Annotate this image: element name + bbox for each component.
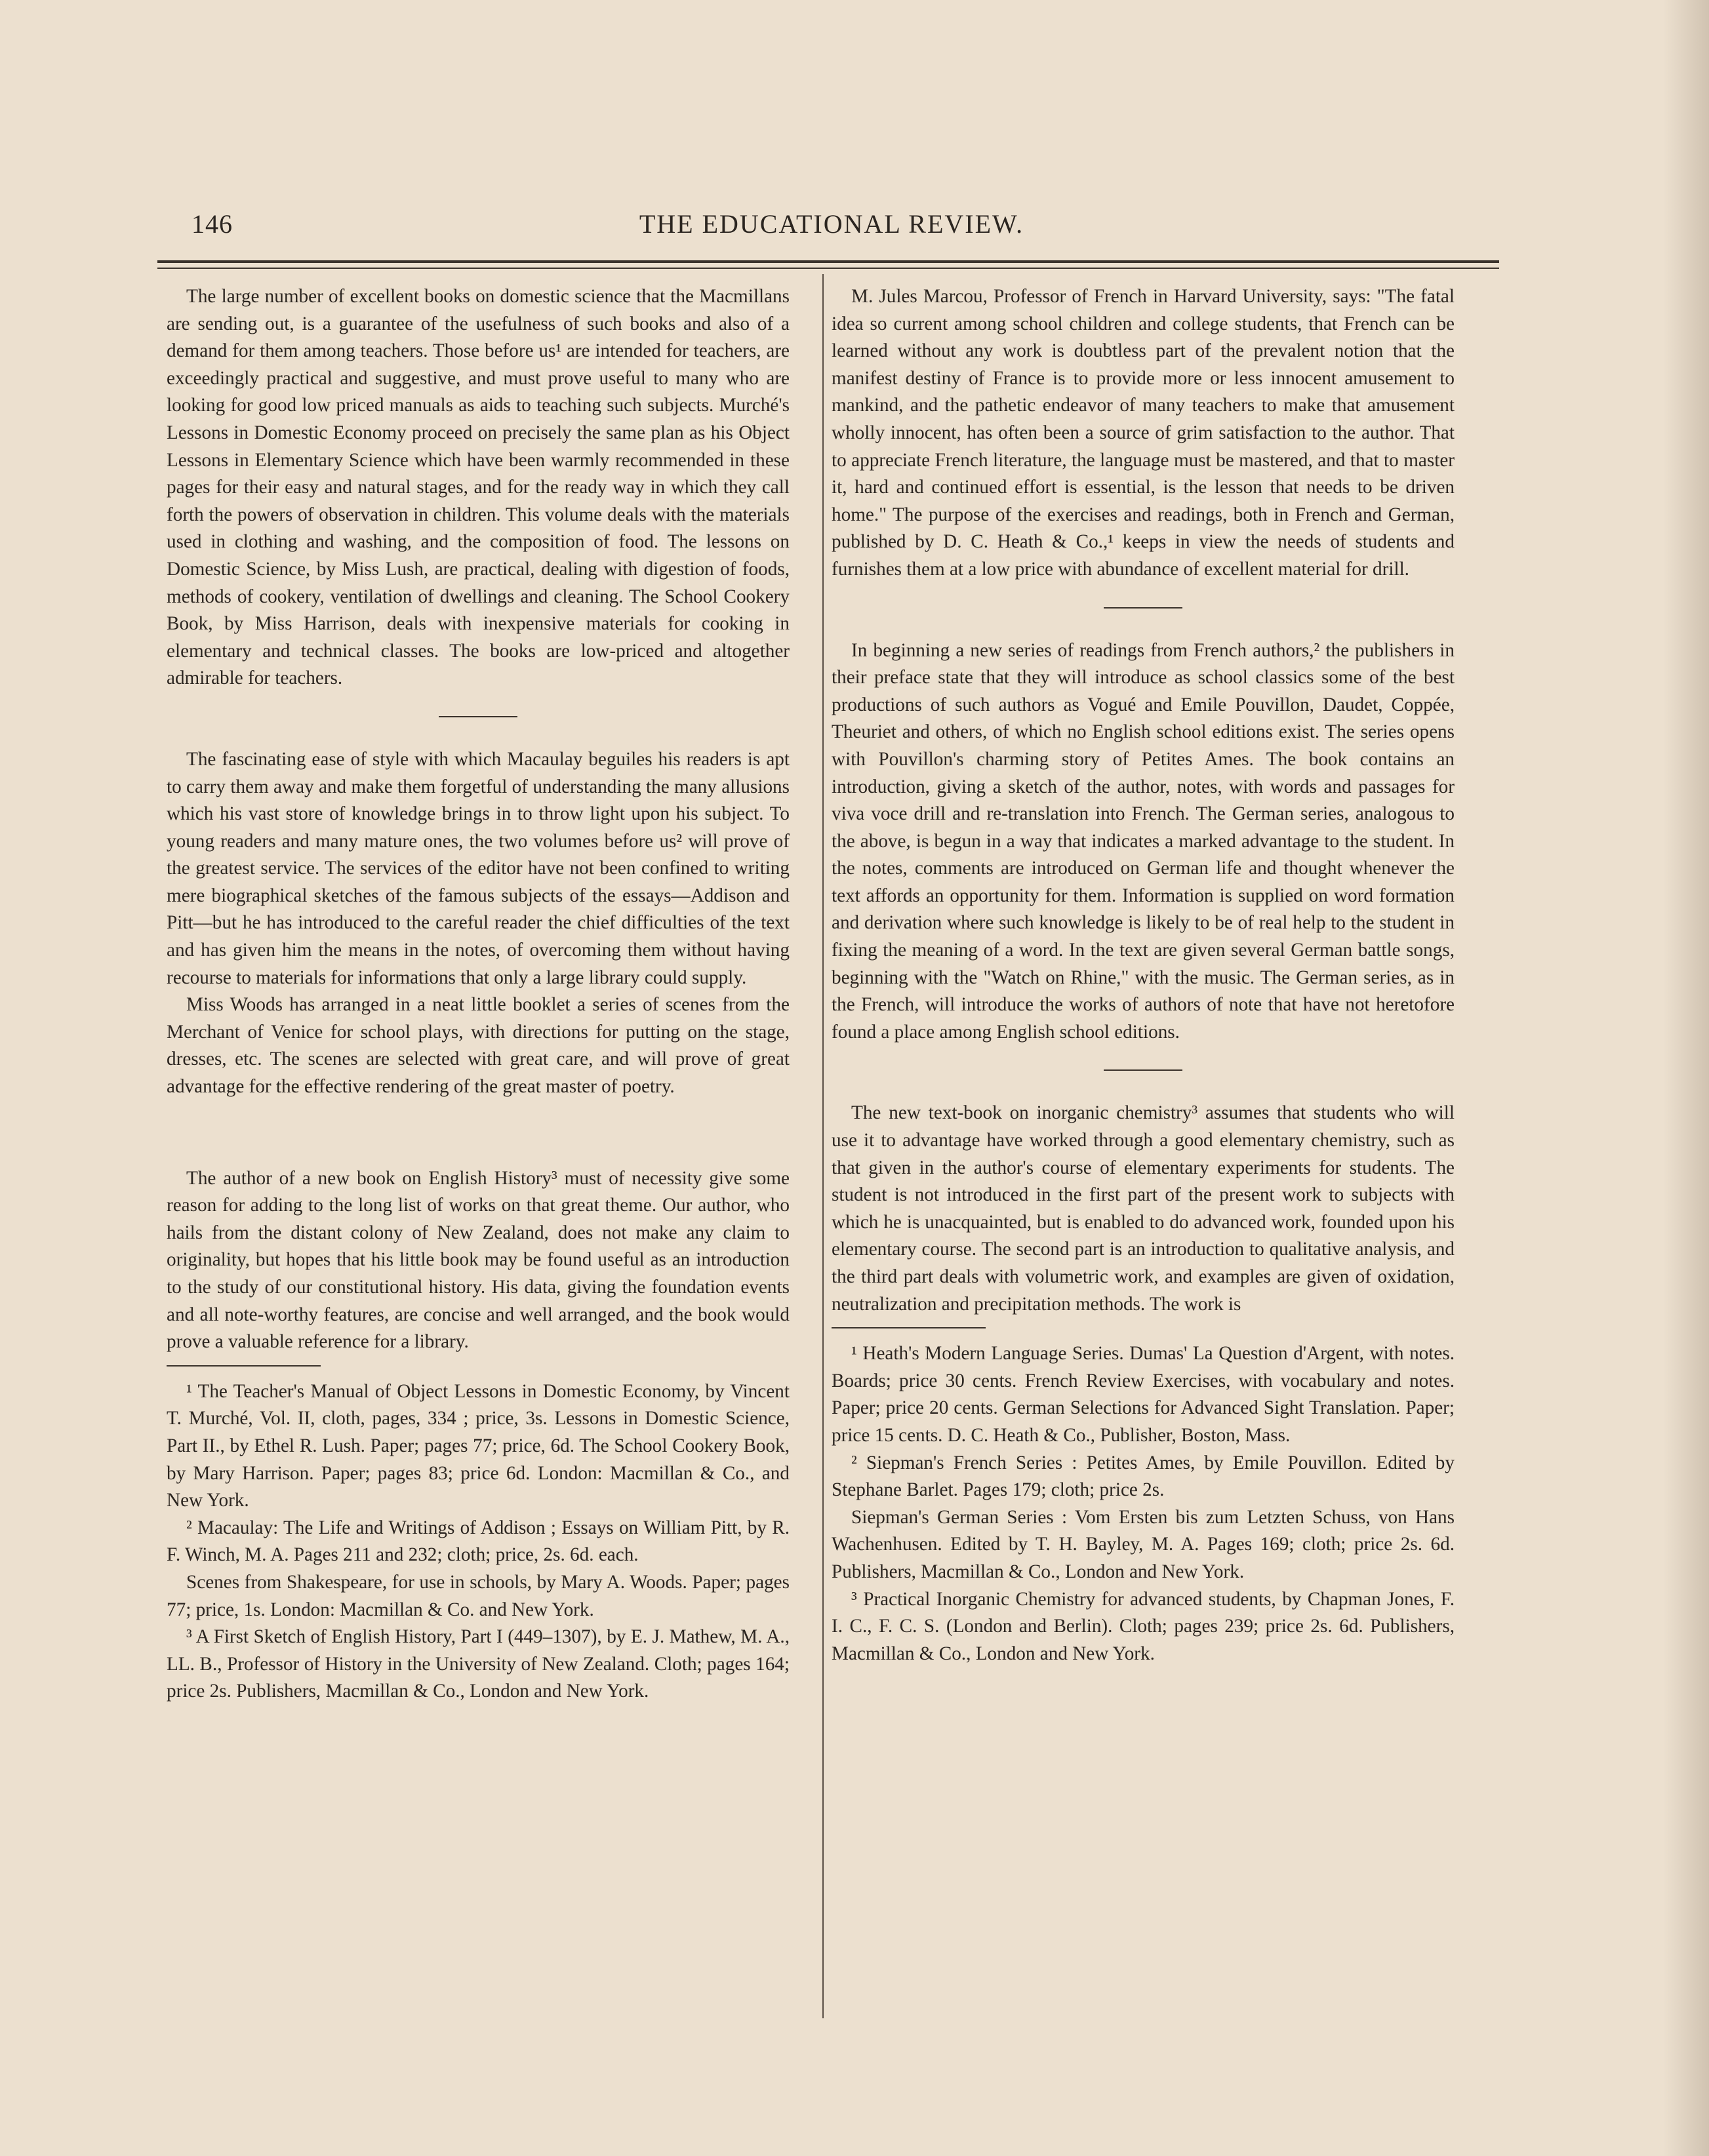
- footnote-rule: [832, 1327, 986, 1328]
- header-rule-thick: [157, 260, 1499, 263]
- section-separator: [1104, 1069, 1182, 1071]
- footnote-1: ¹ The Teacher's Manual of Object Lessons in Domestic Economy, by Vincent T. Murché, Vol. II, cloth, pages, 334 ; price, 3s. Lessons in Domestic Science, Part II., by Ethel R. Lush. Paper; pages 77; price, 6d. The School Cookery Book, by Mary Harrison. Paper; pages 83; price 6d. London: Macmillan & Co., and New York.: [167, 1380, 790, 1511]
- footnote-3: ³ Practical Inorganic Chemistry for advanced students, by Chapman Jones, F. I. C., F. C. S. (London and Berlin). Cloth; pages 239; price 2s. 6d. Publishers, Macmillan & Co., London and New York.: [832, 1588, 1455, 1664]
- footnote-3: ³ A First Sketch of English History, Part I (449–1307), by E. J. Mathew, M. A., LL. B., Professor of History in the University of New Zealand. Cloth; pages 164; price 2s. Publishers, Macmillan & Co., London and New York.: [167, 1626, 790, 1702]
- domestic-science-paragraph: The large number of excellent books on domestic science that the Macmillans are sending out, is a guarantee of the usefulness of such books and also of a demand for them among teachers. Those before us¹ are intended for teachers, are exceedingly practical and suggestive, and must prove useful to many who are looking for good low priced manuals as aids to teaching such subjects. Murché's Lessons in Domestic Economy proceed on precisely the same plan as his Object Lessons in Elementary Science which have been warmly recommended in these pages for their easy and natural stages, and for the ready way in which they call forth the powers of observation in children. This volume deals with the materials used in clothing and washing, and the composition of food. The lessons on Domestic Science, by Miss Lush, are practical, dealing with digestion of foods, methods of cookery, ventilation of dwellings and cleaning. The School Cookery Book, by Miss Harrison, deals with inexpensive materials for cooking in elementary and technical classes. The books are low-priced and altogether admirable for teachers.: [167, 286, 790, 689]
- footnote-1: ¹ Heath's Modern Language Series. Dumas' La Question d'Argent, with notes. Boards; price 30 cents. French Review Exercises, with vocabulary and notes. Paper; price 20 cents. German Selections for Advanced Sight Translation. Paper; price 15 cents. D. C. Heath & Co., Publisher, Boston, Mass.: [832, 1343, 1455, 1446]
- section-separator: [1104, 607, 1182, 609]
- footnote-2: ² Macaulay: The Life and Writings of Addison ; Essays on William Pitt, by R. F. Winch, M. A. Pages 211 and 232; cloth; price, 2s. 6d. each.: [167, 1517, 790, 1566]
- footnote-2: ² Siepman's French Series : Petites Ames, by Emile Pouvillon. Edited by Stephane Barlet. Pages 179; cloth; price 2s.: [832, 1452, 1455, 1501]
- section-separator: [439, 1125, 517, 1126]
- page-header: [163, 209, 1500, 248]
- left-column: [167, 283, 790, 1706]
- english-history-paragraph: The author of a new book on English History³ must of necessity give some reason for adding to the long list of works on that great theme. Our author, who hails from the distant colony of New Zealand, does not make any claim to originality, but hopes that his little book may be found useful as an introduction to the study of our constitutional history. His data, giving the foundation events and all note-worthy features, are concise and well arranged, and the book would prove a valuable reference for a library.: [167, 1167, 790, 1353]
- header-rule-thin: [157, 268, 1499, 269]
- page-edge-shading: [1663, 0, 1709, 2156]
- right-column: [832, 283, 1455, 1667]
- inorganic-chemistry-paragraph: The new text-book on inorganic chemistry³ assumes that students who will use it to advantage have worked through a good elementary chemistry, such as that given in the author's course of elementary experiments for students. The student is not introduced in the first part of the present work to subjects with which he is unacquainted, but is enabled to do advanced work, founded upon his elementary course. The second part is an introduction to qualitative analysis, and the third part deals with volumetric work, and examples are given of oxidation, neutralization and precipitation methods. The work is: [832, 1102, 1455, 1315]
- column-divider: [822, 274, 824, 2018]
- footnote-2-german: Siepman's German Series : Vom Ersten bis zum Letzten Schuss, von Hans Wachenhusen. Edited by T. H. Bayley, M. A. Pages 169; cloth; price 2s. 6d. Publishers, Macmillan & Co., London and New York.: [832, 1506, 1455, 1582]
- french-authors-series-paragraph: In beginning a new series of readings from French authors,² the publishers in their preface state that they will introduce as school classics some of the best productions of such authors as Vogué and Emile Pouvillon, Daudet, Coppée, Theuriet and others, of which no English school editions exist. The series opens with Pouvillon's charming story of Petites Ames. The book contains an introduction, giving a sketch of the author, notes, with words and passages for viva voce drill and re-translation into French. The German series, analogous to the above, is begun in a way that indicates a marked advantage to the student. In the notes, comments are introduced on German life and thought whenever the text affords an opportunity for them. Information is supplied on word formation and derivation where such knowledge is likely to be of real help to the student in fixing the meaning of a word. In the text are given several German battle songs, beginning with the "Watch on Rhine," with the music. The German series, as in the French, will introduce the works of authors of note that have not heretofore found a place among English school editions.: [832, 639, 1455, 1043]
- footnote-rule: [167, 1365, 321, 1367]
- page-number: 146: [191, 209, 233, 239]
- footnote-2-scenes: Scenes from Shakespeare, for use in schools, by Mary A. Woods. Paper; pages 77; price, 1s. London: Macmillan & Co. and New York.: [167, 1571, 790, 1620]
- journal-title: THE EDUCATIONAL REVIEW.: [639, 209, 1024, 239]
- french-study-paragraph: M. Jules Marcou, Professor of French in Harvard University, says: "The fatal idea so current among school children and college students, that French can be learned without any work is doubtless part of the prevalent notion that the manifest destiny of France is to provide more or less innocent amusement to mankind, and the pathetic endeavor of many teachers to make that amusement wholly innocent, has often been a source of grim satisfaction to the author. That to appreciate French literature, the language must be mastered, and that to master it, hard and continued effort is essential, is the lesson that needs to be driven home." The purpose of the exercises and readings, both in French and German, published by D. C. Heath & Co.,¹ keeps in view the needs of students and furnishes them at a low price with abundance of excellent material for drill.: [832, 286, 1455, 580]
- macaulay-paragraph: The fascinating ease of style with which Macaulay beguiles his readers is apt to carry them away and make them forgetful of understanding the many allusions which his vast store of knowledge brings in to throw light upon his subject. To young readers and many mature ones, the two volumes before us² will prove of the greatest service. The services of the editor have not been confined to writing mere biographical sketches of the famous subjects of the essays—Addison and Pitt—but he has introduced to the careful reader the chief difficulties of the text and has given him the means in the notes, of overcoming them without having recourse to materials for informations that only a large library could supply.: [167, 748, 790, 988]
- section-separator: [439, 716, 517, 717]
- shakespeare-scenes-paragraph: Miss Woods has arranged in a neat little booklet a series of scenes from the Merchant of Venice for school plays, with directions for putting on the stage, dresses, etc. The scenes are selected with great care, and will prove of great advantage for the effective rendering of the great master of poetry.: [167, 994, 790, 1098]
